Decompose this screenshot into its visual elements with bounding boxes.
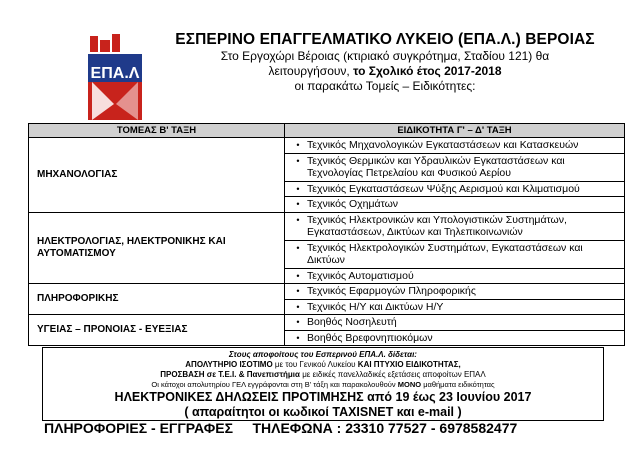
list-item (285, 138, 624, 153)
specialty-label: Τεχνικός Ηλεκτρονικών και Υπολογιστικών Συστημάτων, Εγκαταστάσεων, Δικτύων και Τηλεπικοινωνιών (307, 213, 567, 238)
list-item (285, 153, 624, 181)
logo-text: ΕΠΑ.Λ (90, 65, 140, 82)
gel-text-end: μαθήματα ειδικότητας (423, 380, 495, 389)
bullet-icon: • (296, 242, 300, 253)
applications-dates: ΗΛΕΚΤΡΟΝΙΚΕΣ ΔΗΛΩΣΕΙΣ ΠΡΟΤΙΜΗΣΗΣ από 19 έως 23 Ιουνίου 2017 (114, 390, 532, 404)
column-header-specialty: ΕΙΔΙΚΟΤΗΤΑ Γ' – Δ' ΤΑΞΗ (285, 124, 625, 138)
contact-line (44, 419, 604, 437)
list-item (285, 240, 624, 268)
only-label: ΜΟΝΟ (397, 380, 422, 389)
specialty-label: Βοηθός Νοσηλευτή (307, 316, 397, 328)
degree-label: ΚΑΙ ΠΤΥΧΙΟ ΕΙΔΙΚΟΤΗΤΑΣ, (357, 360, 461, 369)
header (150, 30, 620, 94)
info-box-heading: Στους αποφοίτους του Εσπερινού ΕΠΑ.Λ. δίδεται: (229, 350, 417, 359)
access-label: ΠΡΟΣΒΑΣΗ σε Τ.Ε.Ι. & Πανεπιστήμια (160, 370, 300, 379)
specialty-label: Τεχνικός Εγκαταστάσεων Ψύξης Αερισμού και Κλιματισμού (307, 182, 580, 195)
list-item (285, 284, 624, 299)
bullet-icon: • (296, 183, 300, 194)
specialty-label: Τεχνικός Οχημάτων (307, 198, 399, 210)
list-item (285, 268, 624, 284)
school-logo (86, 34, 144, 122)
table-header-row (29, 124, 625, 138)
bullet-icon: • (296, 140, 300, 150)
phone-2: 6978582477 (439, 420, 518, 436)
specialty-label: Τεχνικός Αυτοματισμού (307, 269, 414, 282)
specialty-label: Τεχνικός Θερμικών και Υδραυλικών Εγκαταστάσεων και Τεχνολογίας Πετρελαίου και Φυσικού Αερίου (307, 154, 565, 179)
specialty-label: Τεχνικός Ηλεκτρολογικών Συστημάτων, Εγκαταστάσεων και Δικτύων (307, 241, 583, 266)
bullet-icon: • (296, 155, 300, 166)
table-row (29, 212, 625, 284)
specialty-label: Βοηθός Βρεφονηπιοκόμων (307, 331, 433, 344)
contact-label: ΠΛΗΡΟΦΟΡΙΕΣ - ΕΓΓΡΑΦΕΣ (44, 420, 234, 436)
applications-requirements: ( απαραίτητοι οι κωδικοί TAXISNET και e-mail ) (184, 405, 462, 419)
list-item (285, 315, 624, 330)
header-line-1: Στο Εργοχώρι Βέροιας (κτιριακό συγκρότημα, Σταδίου 121) θα (220, 49, 550, 63)
specialties-cell (285, 284, 625, 315)
info-line-access (43, 370, 603, 380)
phones-label: ΤΗΛΕΦΩΝΑ : (252, 420, 342, 436)
gel-text: Οι κάτοχοι απολυτηρίου ΓΕΛ εγγράφονται στη Β' τάξη και παρακολουθούν (151, 380, 396, 389)
specialty-label: Τεχνικός Η/Υ και Δικτύων Η/Υ (307, 300, 444, 313)
header-line-2-text: λειτουργήσουν, (268, 64, 350, 78)
header-line-2 (150, 64, 620, 79)
school-year: το Σχολικό έτος 2017-2018 (353, 64, 502, 78)
specialties-cell (285, 138, 625, 213)
list-item (285, 299, 624, 315)
bullet-icon: • (296, 199, 300, 209)
specialties-table (28, 123, 625, 346)
table-row (29, 284, 625, 315)
sector-cell: ΜΗΧΑΝΟΛΟΓΙΑΣ (29, 138, 285, 213)
bullet-icon: • (296, 214, 300, 225)
specialties-cell (285, 315, 625, 346)
header-line-3: οι παρακάτω Τομείς – Ειδικότητες: (294, 79, 476, 93)
table-row (29, 315, 625, 346)
specialty-label: Τεχνικός Μηχανολογικών Εγκαταστάσεων και Κατασκευών (307, 139, 579, 151)
list-item (285, 330, 624, 346)
list-item (285, 213, 624, 240)
info-line-gel (43, 380, 603, 390)
bullet-icon: • (296, 301, 300, 312)
specialties-cell (285, 212, 625, 284)
access-text: με ειδικές πανελλαδικές εξετάσεις αποφοίτων ΕΠΑΛ (302, 370, 486, 379)
table-row (29, 138, 625, 213)
specialty-label: Τεχνικός Εφαρμογών Πληροφορικής (307, 285, 476, 297)
sector-cell: ΥΓΕΙΑΣ – ΠΡΟΝΟΙΑΣ - ΕΥΕΞΙΑΣ (29, 315, 285, 346)
phone-1: 23310 77527 (345, 420, 427, 436)
school-title: ΕΣΠΕΡΙΝΟ ΕΠΑΓΓΕΛΜΑΤΙΚΟ ΛΥΚΕΙΟ (ΕΠΑ.Λ.) ΒΕΡΟΙΑΣ (175, 31, 595, 48)
bullet-icon: • (296, 332, 300, 343)
phone-separator: - (430, 420, 436, 436)
info-box (42, 347, 604, 421)
column-header-sector: ΤΟΜΕΑΣ Β' ΤΑΞΗ (29, 124, 285, 138)
sector-cell: ΠΛΗΡΟΦΟΡΙΚΗΣ (29, 284, 285, 315)
diploma-text: με του Γενικού Λυκείου (274, 360, 356, 369)
sector-cell: ΗΛΕΚΤΡΟΛΟΓΙΑΣ, ΗΛΕΚΤΡΟΝΙΚΗΣ ΚΑΙ ΑΥΤΟΜΑΤΙΣΜΟΥ (29, 212, 285, 284)
diploma-label: ΑΠΟΛΥΤΗΡΙΟ ΙΣΟΤΙΜΟ (185, 360, 273, 369)
bullet-icon: • (296, 286, 300, 296)
bullet-icon: • (296, 270, 300, 281)
list-item (285, 196, 624, 212)
list-item (285, 181, 624, 197)
bullet-icon: • (296, 317, 300, 327)
info-line-diploma (43, 360, 603, 370)
